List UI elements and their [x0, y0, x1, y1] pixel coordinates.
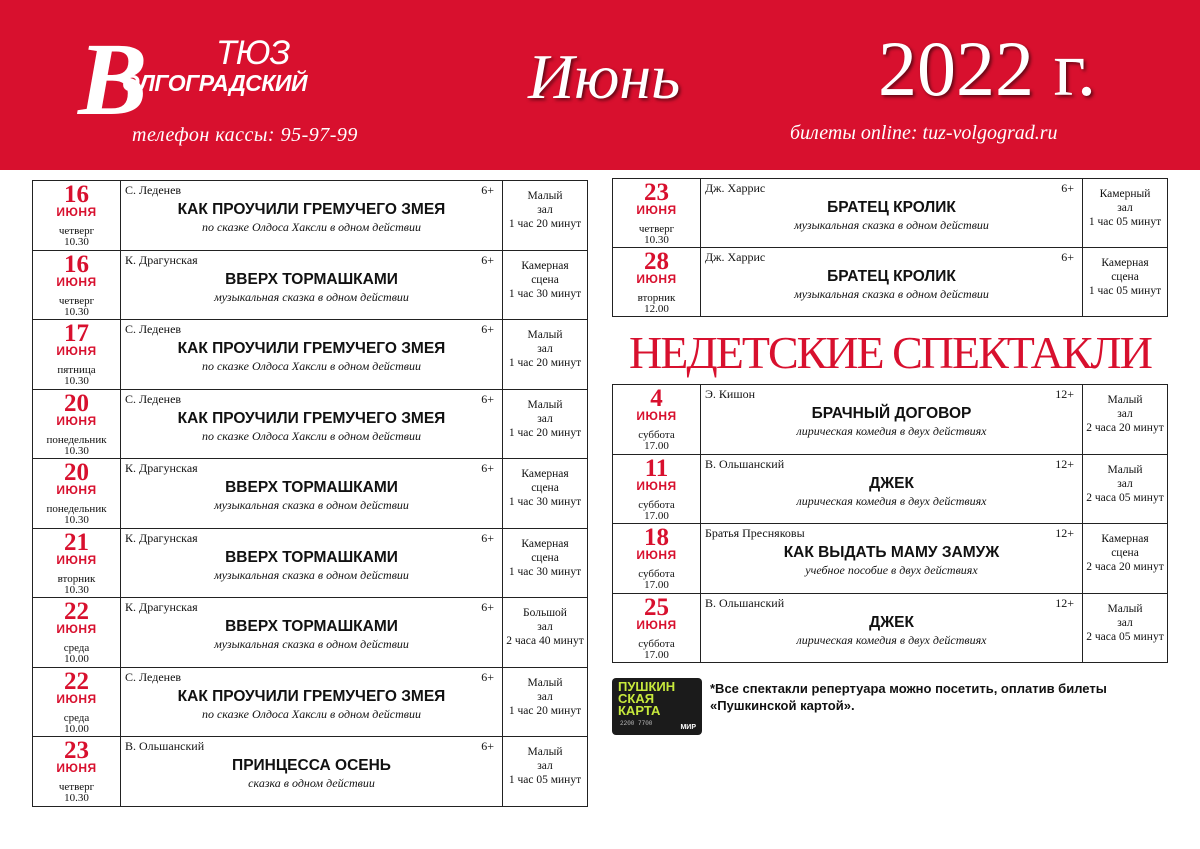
date-weekday: понедельник	[46, 433, 107, 446]
date-month: ИЮНЯ	[56, 761, 97, 775]
date-weekday: вторник	[57, 572, 96, 585]
show-title[interactable]: ВВЕРХ ТОРМАШКАМИ	[225, 618, 398, 635]
hall-name: Малый	[1107, 463, 1143, 476]
date-month: ИЮНЯ	[56, 413, 97, 428]
date-cell	[613, 179, 701, 248]
hall-name: Большой	[523, 607, 567, 619]
date-cell	[613, 593, 701, 663]
show-cell	[121, 250, 503, 320]
hall-type: сцена	[1111, 271, 1139, 283]
card-number: 2200 7700	[620, 720, 653, 727]
show-author: Э. Кишон	[705, 387, 756, 401]
date-month: ИЮНЯ	[636, 203, 677, 217]
children-schedule-left	[32, 180, 588, 807]
date-month: ИЮНЯ	[636, 617, 677, 632]
hall-cell	[503, 389, 588, 459]
show-time: 10.00	[64, 722, 89, 735]
show-title[interactable]: БРАТЕЦ КРОЛИК	[827, 268, 956, 285]
show-title[interactable]: БРАТЕЦ КРОЛИК	[827, 199, 956, 216]
schedule-row[interactable]	[33, 181, 588, 251]
show-genre: музыкальная сказка в одном действии	[794, 218, 989, 232]
show-time: 10.30	[64, 514, 89, 526]
schedule-row[interactable]	[33, 528, 588, 598]
date-month: ИЮНЯ	[56, 205, 97, 219]
show-title[interactable]: КАК ВЫДАТЬ МАМУ ЗАМУЖ	[783, 544, 1000, 561]
show-time: 10.30	[644, 234, 669, 246]
card-text-line2: СКАЯ	[618, 691, 655, 706]
age-rating: 6+	[481, 669, 494, 684]
show-time: 10.30	[64, 305, 89, 318]
show-author: К. Драгунская	[125, 252, 198, 267]
show-author: Братья Пресняковы	[705, 526, 805, 540]
date-month: ИЮНЯ	[56, 344, 97, 358]
schedule-row[interactable]	[613, 454, 1168, 524]
show-cell	[701, 593, 1083, 663]
show-title[interactable]: КАК ПРОУЧИЛИ ГРЕМУЧЕГО ЗМЕЯ	[177, 201, 446, 218]
schedule-row[interactable]	[33, 667, 588, 737]
show-time: 17.00	[644, 579, 669, 591]
age-rating: 6+	[481, 530, 494, 545]
hall-type: сцена	[531, 551, 559, 564]
show-title[interactable]: БРАЧНЫЙ ДОГОВОР	[811, 405, 972, 422]
date-month: ИЮНЯ	[56, 483, 97, 497]
hall-name: Камерная	[521, 537, 569, 550]
show-author: В. Ольшанский	[125, 739, 205, 753]
date-month: ИЮНЯ	[636, 409, 677, 423]
hall-cell	[1083, 179, 1168, 248]
show-title[interactable]: ДЖЕК	[869, 613, 914, 631]
date-day: 21	[64, 528, 89, 556]
show-cell	[121, 598, 503, 668]
show-title[interactable]: ПРИНЦЕССА ОСЕНЬ	[232, 757, 391, 774]
show-genre: музыкальная сказка в одном действии	[214, 567, 409, 582]
hall-type: зал	[537, 343, 553, 355]
date-month: ИЮНЯ	[56, 552, 97, 567]
show-author: В. Ольшанский	[705, 456, 785, 471]
show-time: 10.00	[64, 653, 89, 665]
hall-name: Малый	[1107, 394, 1143, 406]
show-duration: 2 часа 20 минут	[1086, 561, 1164, 573]
date-weekday: среда	[63, 642, 90, 654]
hall-cell	[503, 528, 588, 598]
date-day: 16	[64, 250, 89, 278]
hall-name: Малый	[527, 746, 563, 758]
show-genre: музыкальная сказка в одном действии	[794, 287, 989, 301]
theatre-logo[interactable]	[78, 22, 308, 138]
show-cell	[701, 454, 1083, 524]
hall-cell	[503, 459, 588, 529]
show-genre: лирическая комедия в двух действиях	[796, 424, 987, 438]
logo-city: ОЛГОГРАДСКИЙ	[122, 70, 308, 96]
age-rating: 6+	[481, 391, 494, 406]
show-genre: по сказке Олдоса Хаксли в одном действии	[201, 220, 421, 234]
hall-type: сцена	[531, 273, 559, 286]
hall-name: Камерный	[1099, 188, 1151, 200]
hall-type: зал	[537, 412, 553, 425]
show-genre: по сказке Олдоса Хаксли в одном действии	[201, 706, 421, 721]
show-cell	[701, 179, 1083, 248]
show-duration: 1 час 05 минут	[1088, 216, 1162, 228]
date-day: 28	[644, 248, 669, 275]
hall-type: зал	[1117, 477, 1133, 490]
hall-name: Камерная	[521, 259, 569, 272]
date-day: 25	[644, 593, 669, 621]
hall-type: зал	[537, 204, 553, 216]
hall-cell	[503, 320, 588, 390]
date-weekday: понедельник	[46, 503, 107, 515]
logo-letter: В	[78, 22, 148, 137]
month-title: Июнь	[528, 41, 681, 112]
show-duration: 1 час 05 минут	[1088, 285, 1162, 297]
show-genre: по сказке Олдоса Хаксли в одном действии	[201, 359, 421, 373]
schedule-row[interactable]	[613, 385, 1168, 455]
hall-cell	[503, 737, 588, 807]
hall-name: Малый	[527, 190, 563, 202]
year-title: 2022 г.	[878, 25, 1097, 112]
schedule-row[interactable]	[33, 389, 588, 459]
show-author: Дж. Харрис	[705, 181, 766, 195]
show-genre: сказка в одном действии	[248, 776, 375, 790]
header-banner	[0, 0, 1200, 170]
show-cell	[121, 389, 503, 459]
date-weekday: четверг	[58, 294, 95, 307]
age-rating: 6+	[1061, 181, 1074, 195]
show-author: К. Драгунская	[125, 461, 198, 475]
date-day: 18	[644, 524, 669, 551]
show-author: Дж. Харрис	[705, 250, 766, 264]
show-duration: 1 час 20 минут	[508, 704, 582, 717]
date-weekday: четверг	[58, 225, 95, 237]
show-time: 10.30	[64, 444, 89, 457]
date-month: ИЮНЯ	[56, 622, 97, 636]
hall-type: зал	[1117, 616, 1133, 629]
show-cell	[121, 320, 503, 390]
show-cell	[121, 181, 503, 251]
schedule-row[interactable]	[33, 598, 588, 668]
hall-type: зал	[537, 760, 553, 772]
age-rating: 6+	[1061, 250, 1074, 264]
show-time: 10.30	[64, 792, 89, 804]
hall-cell	[503, 181, 588, 251]
date-cell	[613, 248, 701, 317]
date-cell	[613, 385, 701, 455]
show-title[interactable]: КАК ПРОУЧИЛИ ГРЕМУЧЕГО ЗМЕЯ	[177, 409, 446, 427]
date-weekday: суббота	[638, 568, 675, 580]
show-time: 17.00	[644, 509, 669, 522]
show-title[interactable]: ВВЕРХ ТОРМАШКАМИ	[225, 548, 398, 566]
age-rating: 6+	[481, 600, 494, 614]
hall-type: зал	[537, 621, 553, 633]
schedule-row[interactable]	[33, 459, 588, 529]
show-cell	[701, 385, 1083, 455]
date-weekday: среда	[63, 711, 90, 724]
schedule-row[interactable]	[33, 737, 588, 807]
date-month: ИЮНЯ	[56, 691, 97, 706]
show-time: 10.30	[64, 583, 89, 596]
hall-name: Камерная	[1101, 257, 1149, 269]
hall-cell	[1083, 524, 1168, 594]
show-author: С. Леденев	[125, 669, 182, 684]
hall-cell	[503, 667, 588, 737]
show-cell	[121, 737, 503, 807]
hall-name: Камерная	[521, 468, 569, 480]
date-day: 23	[64, 737, 89, 764]
hall-type: зал	[537, 690, 553, 703]
show-duration: 1 час 20 минут	[508, 357, 582, 369]
schedule-row[interactable]	[613, 248, 1168, 317]
schedule-row[interactable]	[613, 593, 1168, 663]
date-cell	[33, 737, 121, 807]
hall-name: Малый	[527, 398, 563, 411]
hall-cell	[503, 598, 588, 668]
card-text-line1: ПУШКИН	[618, 679, 676, 694]
children-schedule-right	[612, 178, 1168, 317]
hall-type: зал	[1117, 202, 1133, 214]
date-weekday: вторник	[637, 292, 676, 304]
show-genre: музыкальная сказка в одном действии	[214, 498, 409, 512]
show-author: С. Леденев	[125, 183, 182, 197]
hall-type: сцена	[1111, 547, 1139, 559]
show-cell	[121, 667, 503, 737]
show-author: С. Леденев	[125, 391, 182, 406]
hall-cell	[1083, 385, 1168, 455]
schedule-row[interactable]	[613, 524, 1168, 594]
age-rating: 12+	[1055, 387, 1074, 401]
date-weekday: суббота	[638, 498, 675, 511]
show-time: 10.30	[64, 375, 89, 387]
show-duration: 2 часа 05 минут	[1086, 491, 1164, 504]
date-day: 22	[64, 598, 89, 625]
mir-logo: МИР	[680, 724, 696, 731]
show-duration: 1 час 30 минут	[508, 565, 582, 578]
date-day: 20	[64, 459, 89, 486]
show-duration: 1 час 20 минут	[508, 426, 582, 439]
show-title[interactable]: ДЖЕК	[869, 474, 914, 492]
show-genre: музыкальная сказка в одном действии	[214, 289, 409, 304]
show-cell	[701, 524, 1083, 594]
schedule-row[interactable]	[33, 320, 588, 390]
show-time: 12.00	[644, 303, 669, 315]
age-rating: 12+	[1055, 526, 1074, 540]
hall-name: Малый	[1107, 602, 1143, 615]
show-cell	[121, 528, 503, 598]
date-cell	[33, 598, 121, 668]
date-cell	[33, 667, 121, 737]
show-title[interactable]: ВВЕРХ ТОРМАШКАМИ	[225, 270, 398, 288]
age-rating: 12+	[1055, 456, 1074, 471]
hall-cell	[1083, 248, 1168, 317]
pushkin-card-image	[612, 678, 702, 735]
show-time: 17.00	[644, 440, 669, 452]
age-rating: 6+	[481, 461, 494, 475]
show-duration: 1 час 05 минут	[508, 774, 582, 786]
show-title[interactable]: КАК ПРОУЧИЛИ ГРЕМУЧЕГО ЗМЕЯ	[177, 687, 446, 705]
show-genre: лирическая комедия в двух действиях	[796, 632, 987, 647]
date-day: 23	[644, 179, 669, 206]
show-genre: лирическая комедия в двух действиях	[796, 493, 987, 508]
date-weekday: пятница	[57, 364, 96, 376]
adult-shows-heading: НЕДЕТСКИЕ СПЕКТАКЛИ	[629, 327, 1151, 378]
hall-name: Малый	[527, 329, 563, 341]
date-day: 4	[650, 385, 663, 412]
show-time: 10.30	[64, 236, 89, 248]
hall-cell	[1083, 454, 1168, 524]
adult-schedule	[612, 384, 1168, 663]
show-genre: по сказке Олдоса Хаксли в одном действии	[201, 428, 421, 443]
date-day: 11	[644, 454, 669, 482]
age-rating: 6+	[481, 322, 494, 336]
date-cell	[33, 389, 121, 459]
show-genre: учебное пособие в двух действиях	[805, 563, 978, 577]
age-rating: 12+	[1055, 595, 1074, 610]
show-duration: 2 часа 20 минут	[1086, 422, 1164, 434]
date-cell	[33, 528, 121, 598]
show-time: 17.00	[644, 648, 669, 661]
date-weekday: суббота	[638, 637, 675, 650]
show-title[interactable]: КАК ПРОУЧИЛИ ГРЕМУЧЕГО ЗМЕЯ	[177, 340, 446, 357]
date-month: ИЮНЯ	[636, 478, 677, 493]
date-month: ИЮНЯ	[56, 274, 97, 289]
age-rating: 6+	[481, 739, 494, 753]
show-duration: 2 часа 05 минут	[1086, 630, 1164, 643]
show-title[interactable]: ВВЕРХ ТОРМАШКАМИ	[225, 479, 398, 496]
hall-cell	[503, 250, 588, 320]
date-cell	[33, 459, 121, 529]
date-cell	[33, 320, 121, 390]
card-text-line3: КАРТА	[618, 703, 661, 718]
schedule-row[interactable]	[613, 179, 1168, 248]
show-author: К. Драгунская	[125, 600, 198, 614]
hall-name: Малый	[527, 676, 563, 689]
show-cell	[121, 459, 503, 529]
date-day: 22	[64, 667, 89, 695]
pushkin-card-note: *Все спектакли репертуара можно посетить, оплатив билеты «Пушкинской картой».	[710, 681, 1107, 713]
date-weekday: четверг	[638, 223, 675, 235]
date-weekday: четверг	[58, 781, 95, 793]
date-cell	[33, 181, 121, 251]
show-genre: музыкальная сказка в одном действии	[214, 637, 409, 651]
show-duration: 1 час 30 минут	[508, 287, 582, 300]
date-cell	[33, 250, 121, 320]
show-author: К. Драгунская	[125, 530, 198, 545]
show-duration: 2 часа 40 минут	[506, 635, 584, 647]
box-office-phone: телефон кассы: 95-97-99	[132, 124, 358, 146]
hall-type: зал	[1117, 408, 1133, 420]
date-day: 16	[64, 181, 89, 208]
hall-name: Камерная	[1101, 533, 1149, 545]
date-month: ИЮНЯ	[636, 272, 677, 286]
show-duration: 1 час 30 минут	[508, 496, 582, 508]
logo-tuz: ТЮЗ	[216, 34, 290, 72]
show-cell	[701, 248, 1083, 317]
date-weekday: суббота	[638, 429, 675, 441]
date-cell	[613, 524, 701, 594]
date-month: ИЮНЯ	[636, 548, 677, 562]
date-cell	[613, 454, 701, 524]
hall-cell	[1083, 593, 1168, 663]
date-day: 17	[64, 320, 89, 347]
hall-type: сцена	[531, 482, 559, 494]
age-rating: 6+	[481, 183, 494, 197]
schedule-row[interactable]	[33, 250, 588, 320]
show-author: В. Ольшанский	[705, 595, 785, 610]
age-rating: 6+	[481, 252, 494, 267]
show-duration: 1 час 20 минут	[508, 218, 582, 230]
date-day: 20	[64, 389, 89, 417]
show-author: С. Леденев	[125, 322, 182, 336]
tickets-online-link[interactable]: билеты online: tuz-volgograd.ru	[790, 122, 1058, 144]
